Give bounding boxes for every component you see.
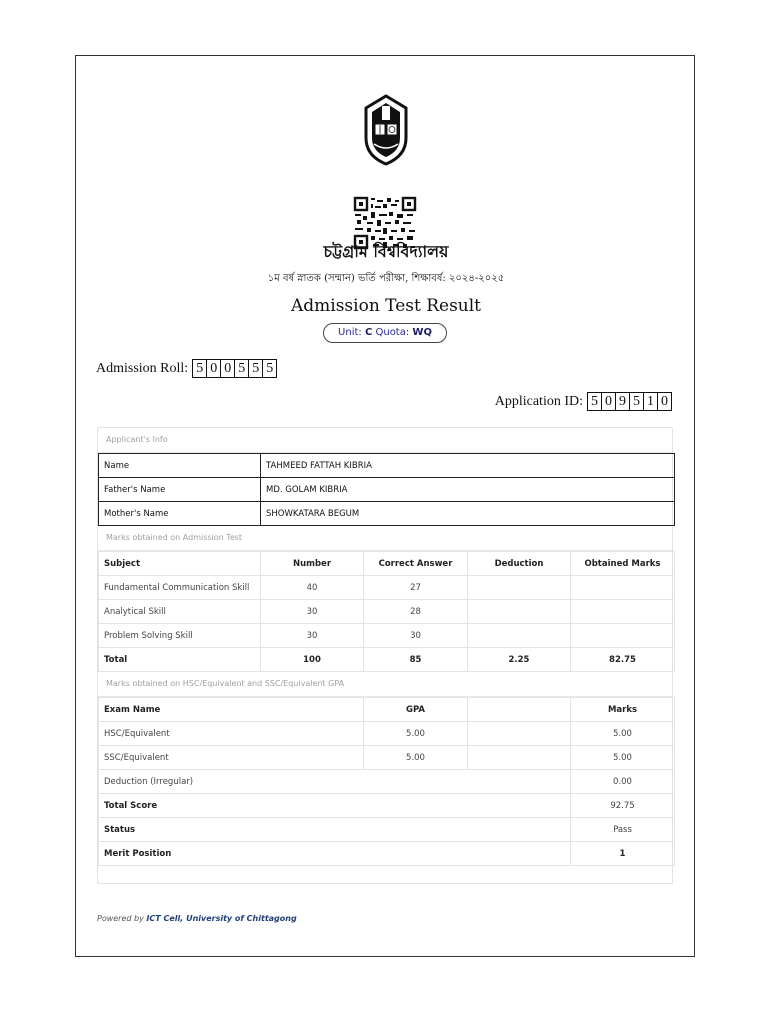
info-label: Mother's Name — [99, 502, 261, 526]
roll-digit: 0 — [206, 359, 221, 378]
page-title: Admission Test Result — [290, 296, 482, 316]
total-score-label: Total Score — [99, 794, 571, 818]
application-id — [495, 392, 672, 411]
table-row — [99, 722, 675, 746]
table-row — [99, 454, 675, 478]
table-header-row — [99, 552, 675, 576]
admission-roll — [96, 359, 277, 378]
column-header: Deduction — [468, 552, 571, 576]
table-cell: SSC/Equivalent — [99, 746, 364, 770]
applicant-info-table — [98, 453, 675, 526]
table-cell — [571, 624, 675, 648]
appid-digit: 0 — [601, 392, 616, 411]
merit-position-value: 1 — [571, 842, 675, 866]
table-row — [99, 600, 675, 624]
unit-value: C — [364, 327, 373, 338]
application-id-label: Application ID: — [494, 393, 583, 409]
appid-digit: 5 — [629, 392, 644, 411]
table-cell: 5.00 — [571, 722, 675, 746]
table-cell — [571, 600, 675, 624]
admission-roll-label: Admission Roll: — [96, 360, 189, 376]
table-cell: 30 — [261, 600, 364, 624]
result-card — [97, 427, 673, 884]
empty-cell — [468, 746, 571, 770]
status-value: Pass — [571, 818, 675, 842]
status-label: Status — [99, 818, 571, 842]
info-value: TAHMEED FATTAH KIBRIA — [261, 454, 675, 478]
exam-session-line: ১ম বর্ষ স্নাতক (সম্মান) ভর্তি পরীক্ষা, শিক্ষাবর্ষ: ২০২৪-২০২৫ — [267, 273, 505, 284]
table-cell: 100 — [261, 648, 364, 672]
column-header: Marks — [571, 698, 675, 722]
column-header: Correct Answer — [364, 552, 468, 576]
merit-position-label: Merit Position — [99, 842, 571, 866]
empty-cell — [468, 698, 571, 722]
table-row — [99, 746, 675, 770]
table-cell: 40 — [261, 576, 364, 600]
table-row — [99, 624, 675, 648]
quota-value: WQ — [412, 327, 432, 338]
column-header: Exam Name — [99, 698, 364, 722]
table-cell: Problem Solving Skill — [99, 624, 261, 648]
appid-digit: 5 — [587, 392, 602, 411]
gpa-marks-table — [98, 697, 675, 866]
column-header: Obtained Marks — [571, 552, 675, 576]
info-label: Father's Name — [99, 478, 261, 502]
footer-org-link[interactable]: ICT Cell, University of Chittagong — [146, 914, 297, 923]
university-logo-icon — [360, 94, 412, 166]
empty-cell — [468, 722, 571, 746]
table-cell: 2.25 — [468, 648, 571, 672]
table-row — [99, 478, 675, 502]
table-row — [99, 794, 675, 818]
footer-prefix: Powered by — [97, 914, 144, 923]
unit-quota-badge — [323, 323, 447, 343]
info-value: MD. GOLAM KIBRIA — [261, 478, 675, 502]
table-cell: Fundamental Communication Skill — [99, 576, 261, 600]
appid-digit: 1 — [643, 392, 658, 411]
table-cell: Total — [99, 648, 261, 672]
table-cell: 82.75 — [571, 648, 675, 672]
table-row — [99, 502, 675, 526]
admission-marks-table — [98, 551, 675, 672]
table-cell: 30 — [261, 624, 364, 648]
total-score-value: 92.75 — [571, 794, 675, 818]
university-name: চট্টগ্রাম বিশ্ববিদ্যালয় — [323, 242, 449, 261]
table-cell: 30 — [364, 624, 468, 648]
table-cell — [468, 624, 571, 648]
admission-marks-heading: Marks obtained on Admission Test — [98, 526, 672, 551]
result-sheet — [75, 55, 695, 957]
table-cell: 27 — [364, 576, 468, 600]
roll-digit: 5 — [248, 359, 263, 378]
total-row — [99, 648, 675, 672]
table-cell: Analytical Skill — [99, 600, 261, 624]
info-label: Name — [99, 454, 261, 478]
deduction-label: Deduction (Irregular) — [99, 770, 571, 794]
table-row — [99, 818, 675, 842]
table-row — [99, 842, 675, 866]
application-id-digits — [587, 392, 672, 411]
gpa-marks-heading: Marks obtained on HSC/Equivalent and SSC/Equivalent GPA — [98, 672, 672, 697]
appid-digit: 0 — [657, 392, 672, 411]
unit-label: Unit: — [338, 327, 362, 338]
table-cell: HSC/Equivalent — [99, 722, 364, 746]
info-value: SHOWKATARA BEGUM — [261, 502, 675, 526]
table-cell: 5.00 — [364, 722, 468, 746]
table-header-row — [99, 698, 675, 722]
table-row — [99, 576, 675, 600]
table-cell: 5.00 — [364, 746, 468, 770]
applicant-info-heading: Applicant's Info — [98, 428, 672, 453]
table-cell: 28 — [364, 600, 468, 624]
deduction-value: 0.00 — [571, 770, 675, 794]
table-cell: 85 — [364, 648, 468, 672]
admission-roll-digits — [192, 359, 277, 378]
appid-digit: 9 — [615, 392, 630, 411]
table-row — [99, 770, 675, 794]
roll-digit: 5 — [234, 359, 249, 378]
footer-credit — [97, 914, 297, 923]
table-cell — [571, 576, 675, 600]
column-header: GPA — [364, 698, 468, 722]
roll-digit: 5 — [192, 359, 207, 378]
table-cell — [468, 600, 571, 624]
roll-digit: 5 — [262, 359, 277, 378]
quota-label: Quota: — [375, 327, 410, 338]
column-header: Number — [261, 552, 364, 576]
column-header: Subject — [99, 552, 261, 576]
table-cell: 5.00 — [571, 746, 675, 770]
table-cell — [468, 576, 571, 600]
roll-digit: 0 — [220, 359, 235, 378]
